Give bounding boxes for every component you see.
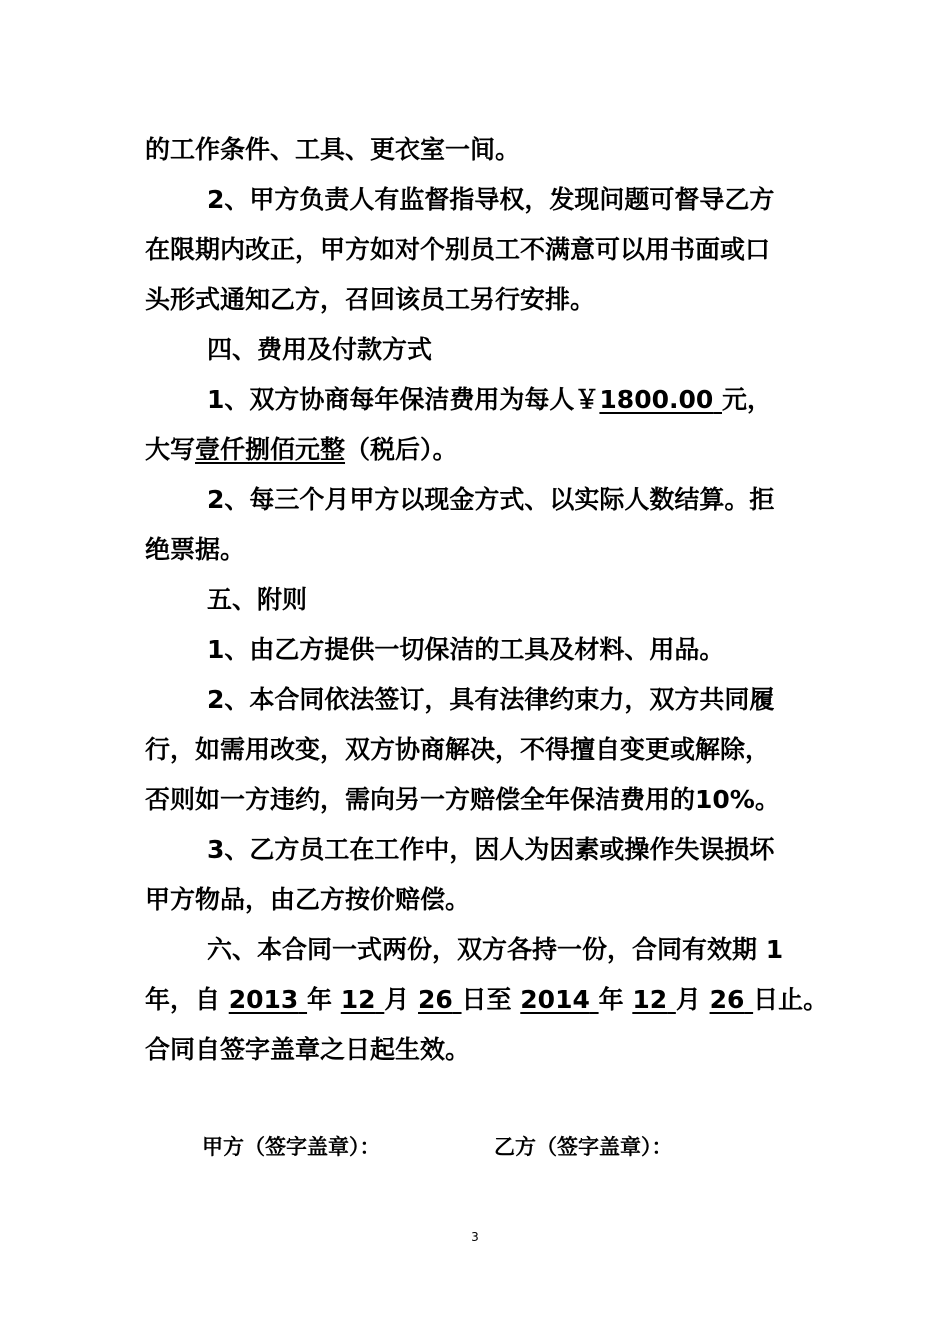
text-line: 的工作条件、工具、更衣室一间。	[145, 135, 521, 164]
end-month: 12	[632, 985, 668, 1014]
page-number: 3	[471, 1230, 479, 1244]
month-char: 月	[384, 985, 410, 1014]
end-year: 2014	[520, 985, 590, 1014]
text-line: 甲方物品，由乙方按价赔偿。	[145, 885, 471, 914]
text-line: 2、每三个月甲方以现金方式、以实际人数结算。拒	[207, 485, 775, 514]
contract-period-line	[145, 983, 829, 1017]
year-char: 年	[598, 985, 624, 1014]
start-year: 2013	[228, 985, 299, 1014]
party-a-signature-label: 甲方（签字盖章）：	[202, 1135, 381, 1159]
amount-label: 大写	[145, 435, 196, 464]
section-heading: 五、附则	[207, 585, 308, 614]
day-end-char: 日止。	[753, 985, 829, 1014]
month-char: 月	[675, 985, 701, 1014]
text-line: 3、乙方员工在工作中，因人为因素或操作失误损坏	[207, 835, 775, 864]
tax-note: （税后）。	[345, 435, 458, 464]
period-prefix: 年，自	[145, 985, 221, 1014]
text-line: 否则如一方违约，需向另一方赔偿全年保洁费用的10%。	[145, 785, 780, 814]
text-line: 头形式通知乙方，召回该员工另行安排。	[145, 285, 596, 314]
fee-text: 1、双方协商每年保洁费用为每人￥	[207, 385, 600, 414]
text-line	[207, 383, 815, 417]
fee-unit: 元，	[722, 385, 773, 414]
section-heading: 四、费用及付款方式	[207, 335, 433, 364]
text-line: 合同自签字盖章之日起生效。	[145, 1035, 471, 1064]
text-line: 行，如需用改变，双方协商解决，不得擅自变更或解除，	[145, 735, 771, 764]
text-line: 在限期内改正，甲方如对个别员工不满意可以用书面或口	[145, 235, 771, 264]
text-line	[145, 433, 815, 467]
text-line: 2、甲方负责人有监督指导权，发现问题可督导乙方	[207, 185, 775, 214]
day-to-char: 日至	[461, 985, 512, 1014]
start-month: 12	[340, 985, 376, 1014]
year-char: 年	[307, 985, 333, 1014]
start-day: 26	[418, 985, 453, 1014]
text-line: 六、本合同一式两份，双方各持一份，合同有效期 1	[207, 935, 784, 964]
end-day: 26	[709, 985, 745, 1014]
text-line: 1、由乙方提供一切保洁的工具及材料、用品。	[207, 635, 725, 664]
fee-amount: 1800.00	[599, 385, 714, 414]
amount-in-words: 壹仟捌佰元整	[195, 435, 346, 464]
text-line: 绝票据。	[145, 535, 246, 564]
text-line: 2、本合同依法签订，具有法律约束力，双方共同履	[207, 685, 775, 714]
party-b-signature-label: 乙方（签字盖章）：	[494, 1135, 673, 1159]
